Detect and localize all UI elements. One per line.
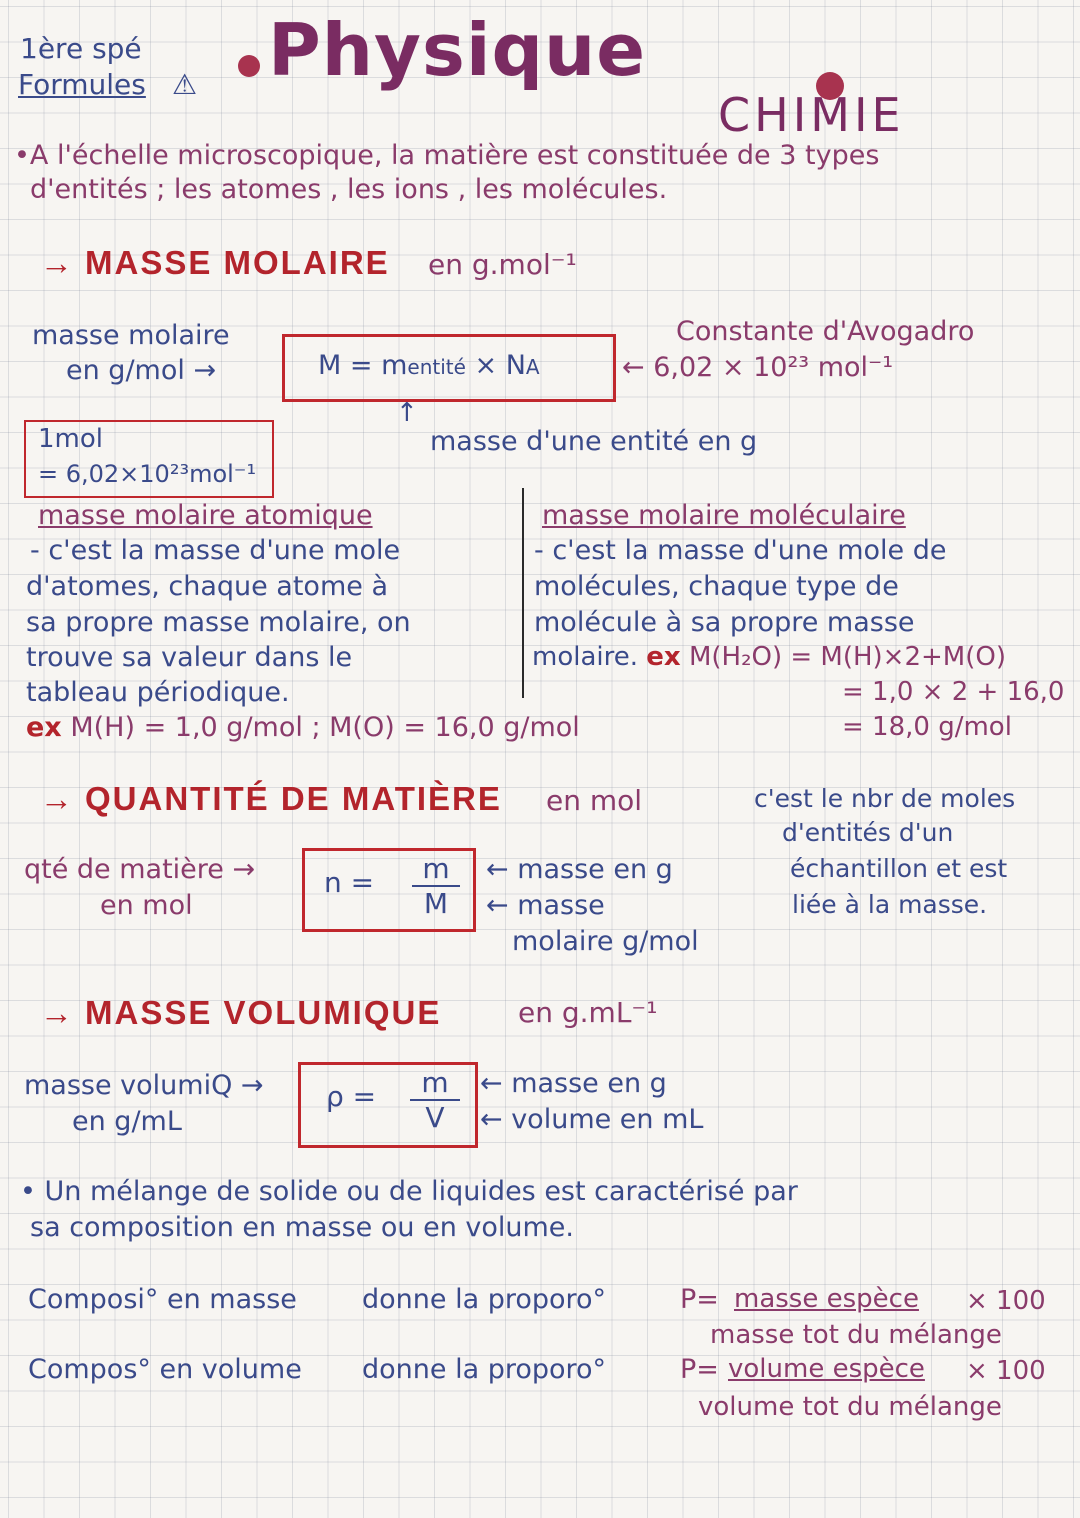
atomique-line-5: tableau périodique. — [26, 677, 290, 708]
formula-sub: entité — [407, 355, 466, 379]
quantite-den: M — [423, 887, 449, 920]
masse-molaire-unit: en g.mol⁻¹ — [428, 248, 577, 281]
quantite-note4: liée à la masse. — [792, 890, 988, 919]
quantite-fraction — [412, 852, 460, 920]
ex-label-2: ex — [646, 642, 681, 672]
comp-masse-label: Composi° en masse — [28, 1284, 297, 1315]
moleculaire-line-2: molécules, chaque type de — [534, 571, 899, 602]
moleculaire-title: masse molaire moléculaire — [542, 500, 906, 531]
header-tag-line2: Formules — [18, 68, 146, 101]
section-masse-molaire — [40, 244, 390, 282]
masse-entite-label: masse d'une entité en g — [430, 426, 758, 457]
mv-arrow1: ← masse en g — [480, 1068, 667, 1099]
melange-line1: • Un mélange de solide ou de liquides est caractérisé par — [20, 1176, 798, 1207]
comp-masse-text: donne la proporo° — [362, 1284, 607, 1315]
atomique-example — [26, 712, 580, 743]
mv-den: V — [425, 1101, 445, 1134]
ex-value-2: M(H₂O) = M(H)×2+M(O) — [688, 642, 1006, 672]
moleculaire-calc1: = 1,0 × 2 + 16,0 — [842, 677, 1065, 707]
atomique-title: masse molaire atomique — [38, 500, 373, 531]
section-heading-2: QUANTITÉ DE MATIÈRE — [85, 780, 502, 817]
page-title: Physique — [268, 8, 647, 92]
section-heading-3: MASSE VOLUMIQUE — [85, 994, 442, 1031]
arrow-right-icon: → — [40, 244, 75, 281]
mm-left-label2: en g/mol → — [66, 355, 217, 386]
formula-rhs-sub: A — [525, 355, 540, 379]
avogadro-label: Constante d'Avogadro — [676, 316, 975, 347]
mv-fraction — [410, 1066, 460, 1134]
quantite-note1: c'est le nbr de moles — [754, 784, 1016, 813]
quantite-lhs: n = — [324, 866, 375, 899]
atomique-line-2: d'atomes, chaque atome à — [26, 571, 388, 602]
warning-icon: ⚠ — [172, 68, 198, 101]
comp-masse-x: × 100 — [966, 1286, 1046, 1316]
comp-masse-den: masse tot du mélange — [710, 1320, 1002, 1350]
atomique-line-4: trouve sa valeur dans le — [26, 642, 353, 673]
mv-lhs: ρ = — [326, 1080, 377, 1113]
column-divider — [522, 488, 524, 698]
moleculaire-example — [532, 642, 1006, 672]
comp-vol-den: volume tot du mélange — [698, 1392, 1002, 1422]
qte-left-label2: en mol — [100, 890, 193, 921]
mm-left-label1: masse molaire — [32, 320, 230, 351]
comp-vol-p: P= — [680, 1354, 719, 1385]
ex-value: M(H) = 1,0 g/mol ; M(O) = 16,0 g/mol — [70, 712, 580, 743]
quantite-arrow3: molaire g/mol — [512, 926, 699, 957]
section-quantite-matiere — [40, 780, 502, 818]
atomique-line-1: - c'est la masse d'une mole — [30, 535, 401, 566]
quantite-note2: d'entités d'un — [782, 818, 954, 847]
mv-arrow2: ← volume en mL — [480, 1104, 704, 1135]
comp-masse-p: P= — [680, 1284, 719, 1315]
page-subtitle: CHIMIE — [718, 88, 905, 142]
quantite-arrow1: ← masse en g — [486, 854, 673, 885]
quantite-unit: en mol — [546, 784, 643, 817]
comp-masse-num: masse espèce — [734, 1284, 919, 1314]
mv-left-label2: en g/mL — [72, 1106, 182, 1137]
bullet-dot-icon — [238, 55, 260, 77]
atomique-line-3: sa propre masse molaire, on — [26, 607, 411, 638]
comp-vol-x: × 100 — [966, 1356, 1046, 1386]
arrow-right-icon-3: → — [40, 994, 75, 1031]
moleculaire-last: molaire. — [532, 642, 638, 672]
formula-lhs: M = m — [318, 350, 408, 381]
moleculaire-calc2: = 18,0 g/mol — [842, 712, 1012, 742]
intro-line2: d'entités ; les atomes , les ions , les molécules. — [30, 174, 668, 205]
header-tag-line1: 1ère spé — [20, 32, 142, 65]
quantite-num: m — [422, 852, 450, 885]
comp-vol-label: Compos° en volume — [28, 1354, 302, 1385]
masse-volumique-unit: en g.mL⁻¹ — [518, 996, 658, 1029]
formula-rhs: × N — [474, 350, 526, 381]
up-arrow-icon: ↑ — [396, 398, 418, 428]
mol-box-line2: = 6,02×10²³mol⁻¹ — [38, 460, 257, 488]
avogadro-value: ← 6,02 × 10²³ mol⁻¹ — [622, 352, 894, 383]
moleculaire-line-1: - c'est la masse d'une mole de — [534, 535, 947, 566]
formula-masse-molaire — [318, 350, 540, 381]
intro-line1: •A l'échelle microscopique, la matière est constituée de 3 types — [14, 140, 880, 171]
arrow-right-icon-2: → — [40, 780, 75, 817]
mv-num: m — [421, 1066, 449, 1099]
mol-box-line1: 1mol — [38, 424, 103, 454]
quantite-arrow2: ← masse — [486, 890, 605, 921]
section-heading: MASSE MOLAIRE — [85, 244, 390, 281]
ex-label: ex — [26, 712, 62, 743]
qte-left-label1: qté de matière → — [24, 854, 256, 885]
moleculaire-line-3: molécule à sa propre masse — [534, 607, 915, 638]
melange-line2: sa composition en masse ou en volume. — [30, 1212, 574, 1243]
quantite-note3: échantillon et est — [790, 854, 1008, 883]
section-masse-volumique — [40, 994, 441, 1032]
mv-left-label1: masse volumiQ → — [24, 1070, 264, 1101]
comp-vol-num: volume espèce — [728, 1354, 925, 1384]
comp-vol-text: donne la proporo° — [362, 1354, 607, 1385]
